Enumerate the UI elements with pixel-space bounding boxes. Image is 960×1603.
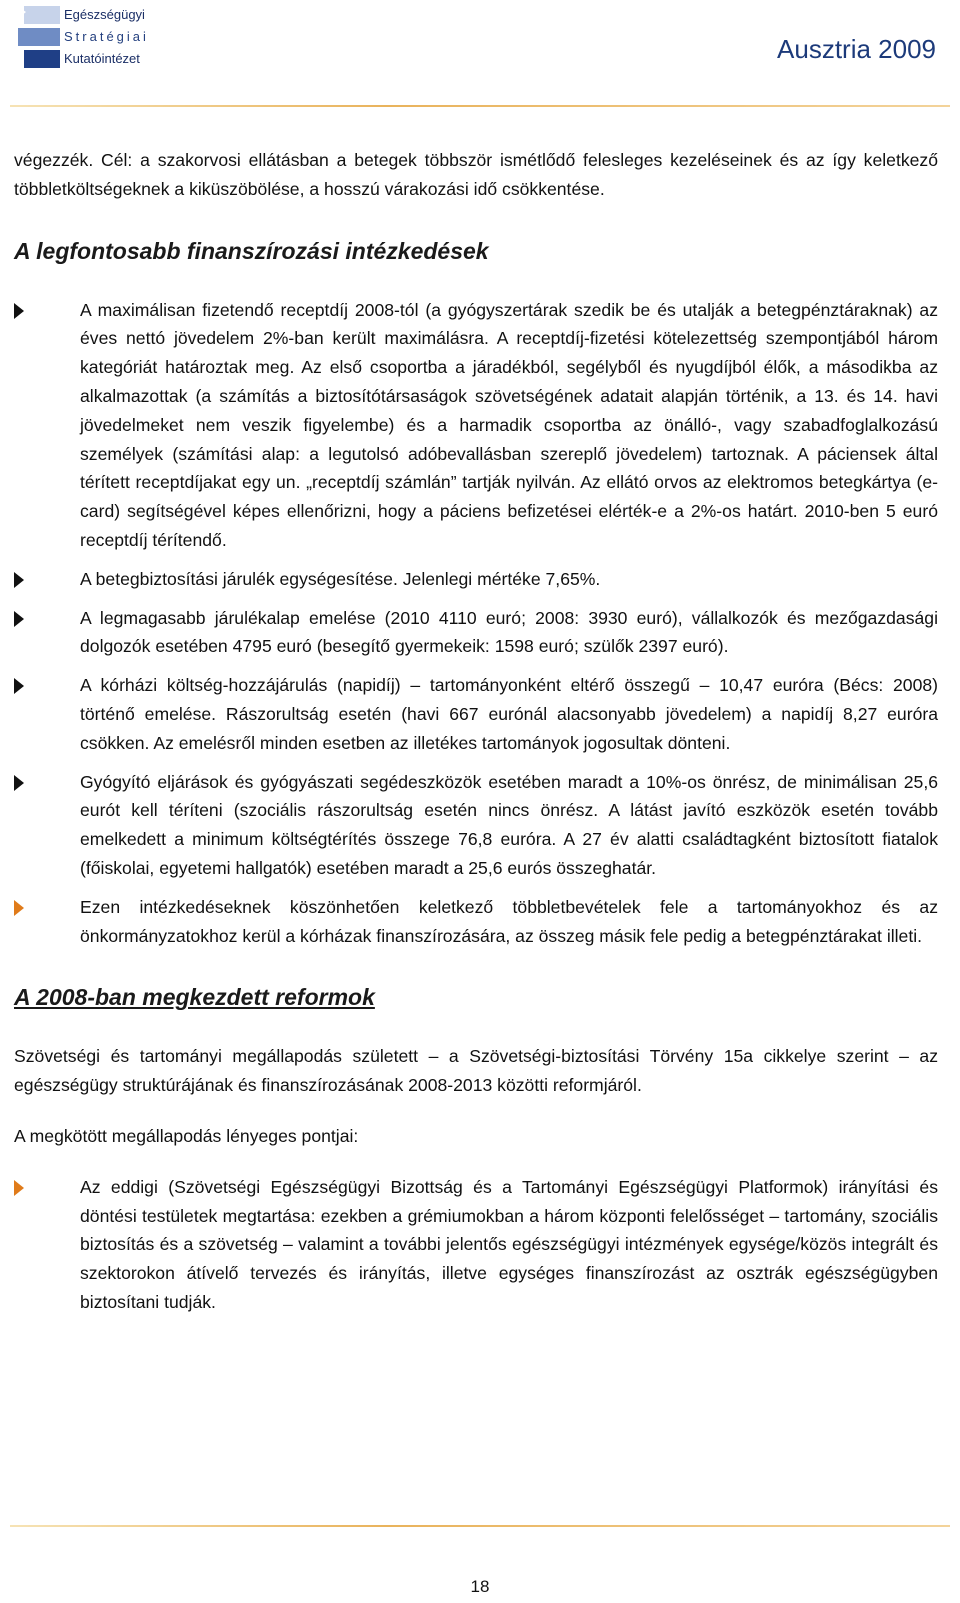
list-item bbox=[14, 671, 938, 757]
header-divider bbox=[10, 105, 950, 107]
list-item-text: Gyógyító eljárások és gyógyászati segédeszközök esetében maradt a 10%-os önrész, de minimálisan 25,6 eurót kell téríteni (szociális rászorultság esetén nincs önrész. A látást javító eszközök esetén tovább emelkedett a minimum költségtérítés összege 76,8 euróra. A 27 év alatti családtagként biztosított fiatalok (főiskolai, egyetemi hallgatók) esetében maradt a 25,6 eurós összeghatár. bbox=[80, 771, 938, 878]
document-body bbox=[14, 146, 938, 1327]
bullet-arrow-icon bbox=[14, 572, 24, 588]
bullet-arrow-icon bbox=[14, 900, 24, 916]
logo-line-3: Kutatóintézet bbox=[64, 51, 140, 66]
header-title: Ausztria 2009 bbox=[777, 34, 936, 64]
footer-divider bbox=[10, 1525, 950, 1527]
page-number: 18 bbox=[470, 1577, 490, 1596]
list-item-text: A legmagasabb járulékalap emelése (2010 4110 euró; 2008: 3930 euró), vállalkozók és mezőgazdasági dolgozók esetében 4795 euró (besegítő gyermekeik: 1598 euró; szülők 2397 euró). bbox=[80, 607, 938, 657]
list-item bbox=[14, 565, 938, 594]
bullet-arrow-icon bbox=[14, 303, 24, 319]
list-item-text: A kórházi költség-hozzájárulás (napidíj) – tartományonként eltérő összegű – 10,47 euróra (Bécs: 2008) történő emelése. Rászorultság esetén (havi 667 eurónál alacsonyabb jövedelem) a napidíj 8,27 euróra csökken. Az emelésről minden esetben az illetékes tartományok jogosultak dönteni. bbox=[80, 675, 938, 753]
agreement-points-list bbox=[14, 1173, 938, 1317]
bullet-arrow-icon bbox=[14, 611, 24, 627]
logo-line-2: Stratégiai bbox=[64, 29, 149, 44]
logo-mark-icon bbox=[14, 4, 62, 70]
list-item bbox=[14, 768, 938, 883]
list-item bbox=[14, 893, 938, 951]
logo-text bbox=[64, 4, 164, 70]
bullet-arrow-icon bbox=[14, 775, 24, 791]
financing-measures-list bbox=[14, 296, 938, 951]
list-item-text: Ezen intézkedéseknek köszönhetően keletkező többletbevételek fele a tartományokhoz és az önkormányzatokhoz kerül a kórházak finanszírozására, az összeg másik fele pedig a betegpénztárakat illeti. bbox=[80, 896, 938, 946]
list-item bbox=[14, 604, 938, 662]
list-item-text: A maximálisan fizetendő receptdíj 2008-tól (a gyógyszertárak szedik be és utalják a betegpénztáraknak) az éves nettó jövedelem 2%-ban került maximálásra. A receptdíj-fizetési kötelezettség szempontjából három kategóriát határoztak meg. Az első csoportba a járadékból, segélyből és nyugdíjból élők, a másodikba az alkalmazottak (a számítás a biztosítótársaságok szövetségének adatait alapján történik, a 13. és 14. havi jövedelmeket nem veszik figyelembe) és a harmadik csoportba az önálló-, vagy szabadfoglalkozású személyek (számítási alap: a legutolsó adóbevallásban szereplő jövedelem) tartoznak. A páciensek által térített receptdíjakat egy un. „receptdíj számlán” tartják nyilván. Az ellátó orvos az elektromos betegkártya (e-card) segítségével képes ellenőrizni, hogy a páciens befizetései elérték-e a 2%-os határt. 2010-ben 5 euró receptdíj térítendő. bbox=[80, 299, 938, 550]
list-item bbox=[14, 1173, 938, 1317]
bullet-arrow-icon bbox=[14, 1180, 24, 1196]
list-item-text: Az eddigi (Szövetségi Egészségügyi Bizottság és a Tartományi Egészségügyi Platformok) irányítási és döntési testületek megtartása: ezekben a grémiumokban a három központi felelősséget – tartomány, szociális biztosítás és a szövetség – valamint a további jelentős egészségügyi intézmények egysége/közös integrált és szektorokon átívelő tervezés és irányítás, illetve egységes finanszírozást az osztrák egészségügyben biztosítani tudják. bbox=[80, 1176, 938, 1312]
intro-paragraph: végezzék. Cél: a szakorvosi ellátásban a betegek többször ismétlődő felesleges kezeléseinek és az így keletkező többletköltségeknek a kiküszöbölése, a hosszú várakozási idő csökkentése. bbox=[14, 150, 938, 199]
agreement-intro: A megkötött megállapodás lényeges pontjai: bbox=[14, 1125, 359, 1146]
bullet-arrow-icon bbox=[14, 678, 24, 694]
logo-line-1: Egészségügyi bbox=[64, 7, 145, 22]
section-heading-financing: A legfontosabb finanszírozási intézkedések bbox=[14, 237, 489, 264]
institute-logo bbox=[14, 4, 154, 72]
list-item bbox=[14, 296, 938, 555]
section-heading-reforms: A 2008-ban megkezdett reformok bbox=[14, 984, 375, 1011]
list-item-text: A betegbiztosítási járulék egységesítése. Jelenlegi mértéke 7,65%. bbox=[80, 568, 601, 589]
reforms-paragraph: Szövetségi és tartományi megállapodás született – a Szövetségi-biztosítási Törvény 15a cikkelye szerint – az egészségügy struktúrájának és finanszírozásának 2008-2013 közötti reformjáról. bbox=[14, 1046, 938, 1096]
